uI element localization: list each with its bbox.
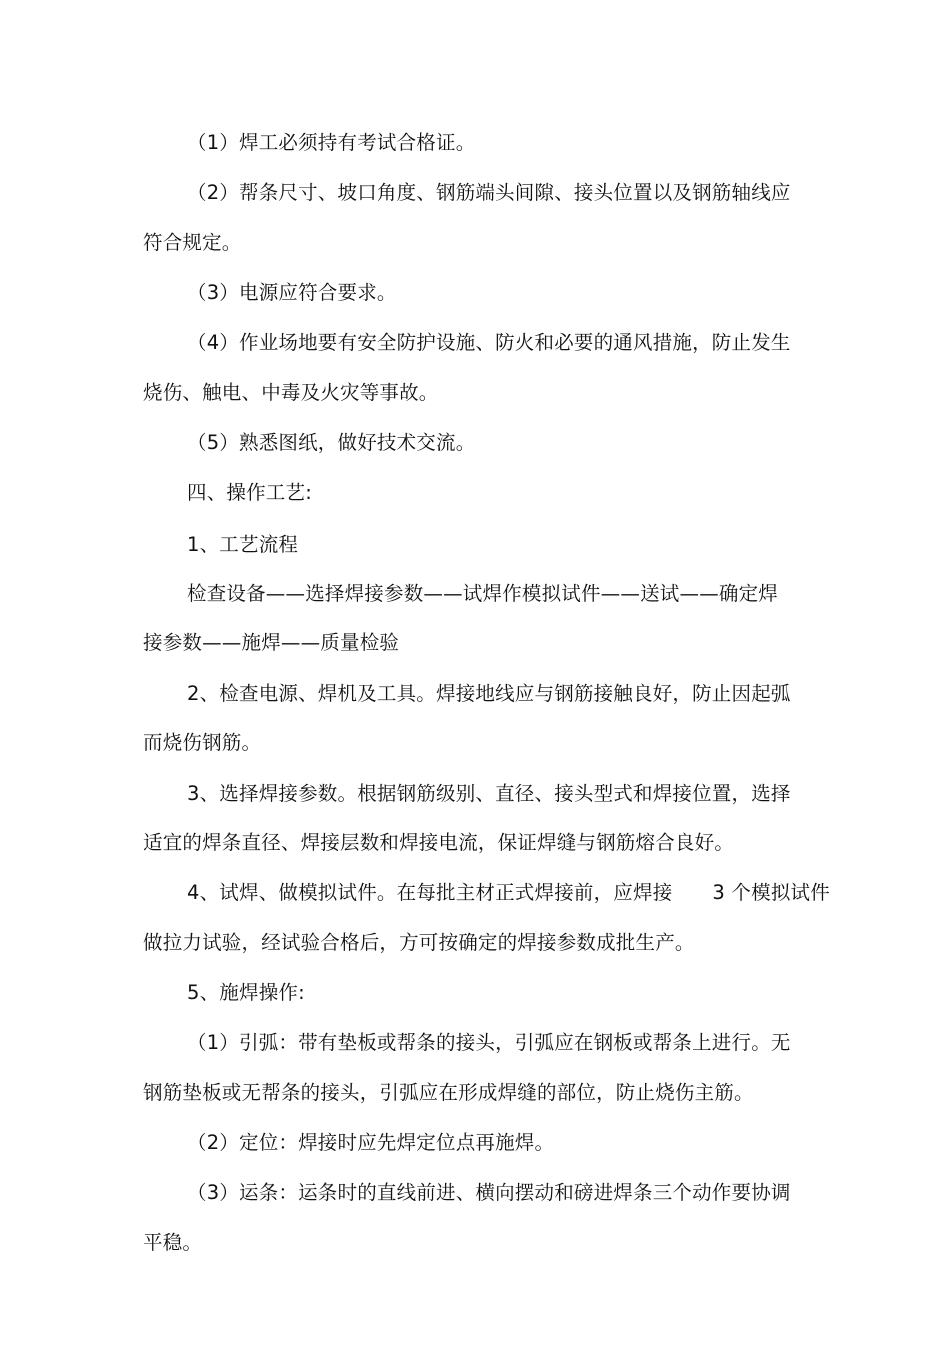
subsection-heading: 1、工艺流程	[187, 533, 299, 556]
text-line: （4）作业场地要有安全防护设施、防火和必要的通风措施，防止发生	[187, 331, 791, 354]
text-line: 适宜的焊条直径、焊接层数和焊接电流，保证焊缝与钢筋熔合良好。	[143, 831, 735, 854]
text-line: 平稳。	[143, 1231, 203, 1254]
text-line: （5）熟悉图纸，做好技术交流。	[187, 431, 476, 454]
text-line: （2）定位：焊接时应先焊定位点再施焊。	[187, 1131, 555, 1154]
text-line: （3）电源应符合要求。	[187, 281, 397, 304]
text-line: 3、选择焊接参数。根据钢筋级别、直径、接头型式和焊接位置，选择	[187, 782, 791, 805]
text-line: 符合规定。	[143, 231, 242, 254]
text-line: 而烧伤钢筋。	[143, 731, 262, 754]
text-line: （1）焊工必须持有考试合格证。	[187, 131, 476, 154]
text-line: 做拉力试验，经试验合格后，方可按确定的焊接参数成批生产。	[143, 931, 695, 954]
text-line: （3）运条：运条时的直线前进、横向摆动和磅进焊条三个动作要协调	[187, 1181, 791, 1204]
text-line: 检查设备——选择焊接参数——试焊作模拟试件——送试——确定焊	[187, 582, 779, 605]
text-segment: 3 个模拟试件	[712, 881, 830, 904]
text-line	[187, 880, 830, 906]
text-line: 2、检查电源、焊机及工具。焊接地线应与钢筋接触良好，防止因起弧	[187, 682, 791, 705]
text-line: （1）引弧：带有垫板或帮条的接头，引弧应在钢板或帮条上进行。无	[187, 1031, 791, 1054]
section-heading: 四、操作工艺:	[187, 481, 312, 504]
text-line: 烧伤、触电、中毒及火灾等事故。	[143, 381, 439, 404]
text-line: （2）帮条尺寸、坡口角度、钢筋端头间隙、接头位置以及钢筋轴线应	[187, 181, 791, 204]
subsection-heading: 5、施焊操作:	[187, 981, 305, 1004]
text-segment: 4、试焊、做模拟试件。在每批主材正式焊接前，应焊接	[187, 881, 673, 904]
text-line: 钢筋垫板或无帮条的接头，引弧应在形成焊缝的部位，防止烧伤主筋。	[143, 1081, 754, 1104]
text-line: 接参数——施焊——质量检验	[143, 631, 400, 654]
